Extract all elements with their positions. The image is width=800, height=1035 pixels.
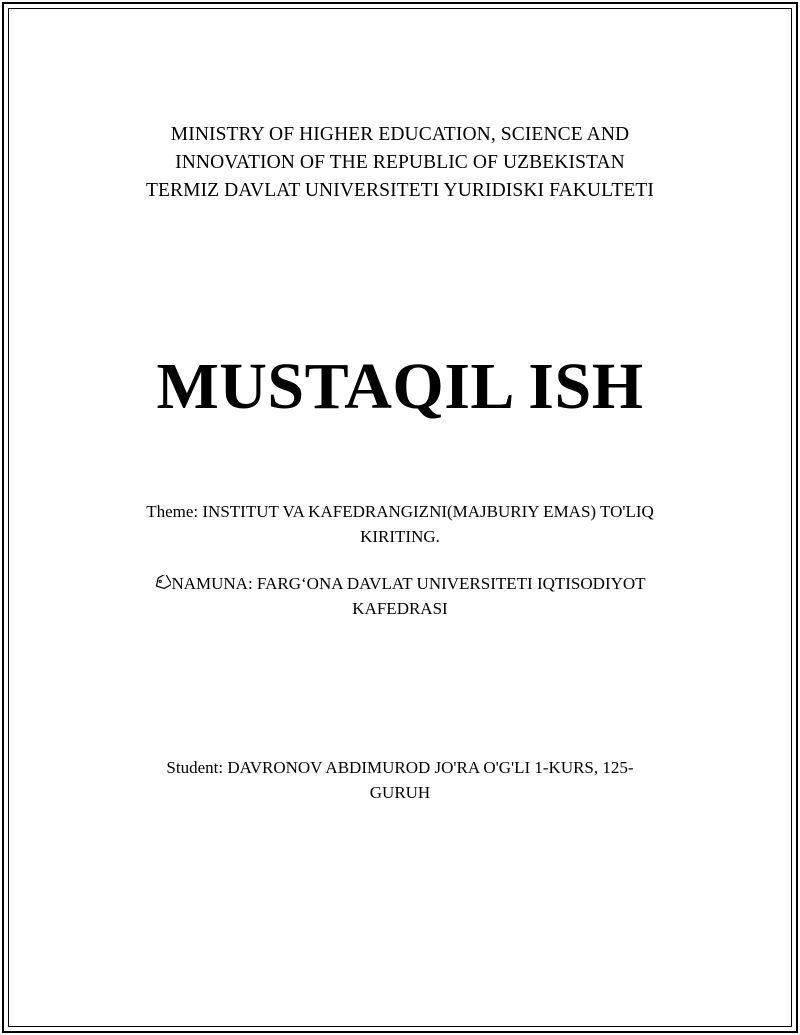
sample-block xyxy=(110,571,690,621)
sample-line-2: KAFEDRASI xyxy=(352,599,448,618)
tag-icon xyxy=(154,575,171,590)
sample-line-1-text: NAMUNA: FARG‘ONA DAVLAT UNIVERSITETI IQTISODIYOT xyxy=(171,574,646,593)
student-line-1: Student: DAVRONOV ABDIMUROD JO'RA O'G'LI 1-KURS, 125- xyxy=(166,758,634,777)
document-title: MUSTAQIL ISH xyxy=(156,350,644,423)
institution-header xyxy=(60,121,740,205)
theme-block xyxy=(110,499,690,549)
theme-line-1: Theme: INSTITUT VA KAFEDRANGIZNI(MAJBURIY EMAS) TO'LIQ xyxy=(146,502,654,521)
header-line-university: TERMIZ DAVLAT UNIVERSITETI YURIDISKI FAKULTETI xyxy=(146,180,654,201)
header-line-ministry: MINISTRY OF HIGHER EDUCATION, SCIENCE AND xyxy=(170,124,630,145)
theme-line-2: KIRITING. xyxy=(360,527,440,546)
header-line-innovation: INNOVATION OF THE REPUBLIC OF UZBEKISTAN xyxy=(175,152,625,173)
sample-line-1 xyxy=(110,571,690,596)
student-line-2: GURUH xyxy=(369,783,431,802)
student-block xyxy=(110,755,690,805)
